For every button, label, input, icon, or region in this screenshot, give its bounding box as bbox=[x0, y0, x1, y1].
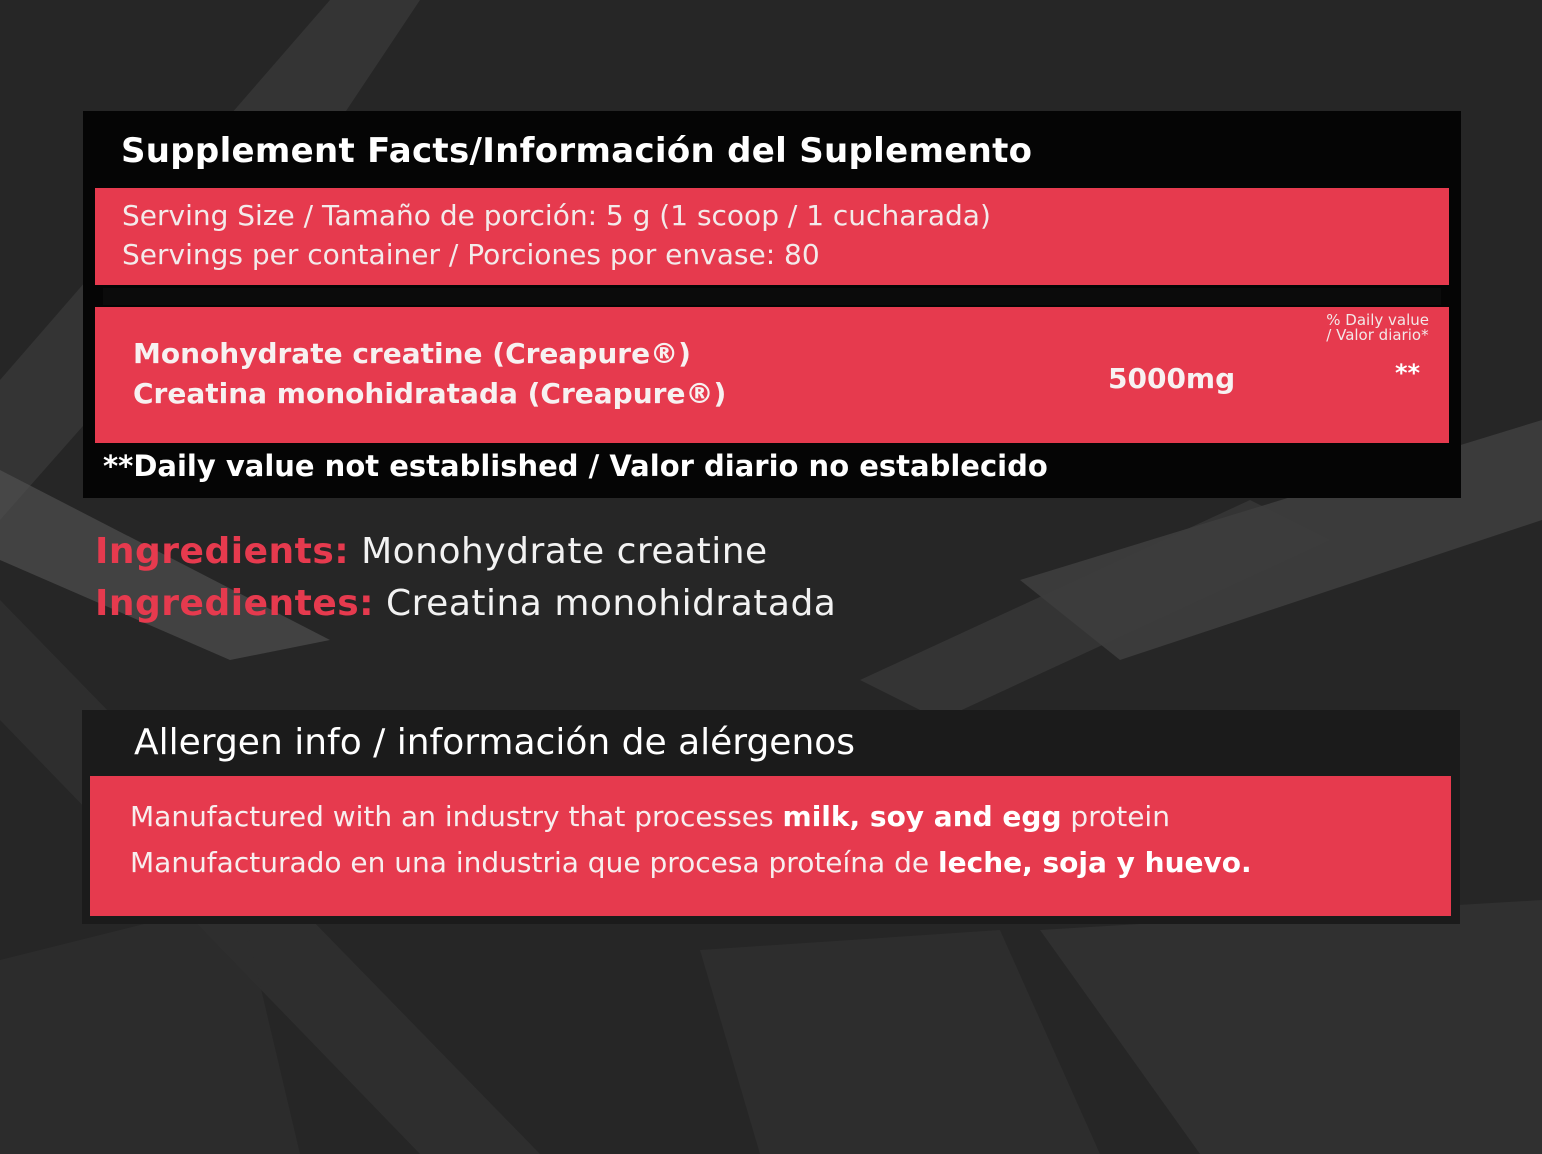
ingredient-amount: 5000mg bbox=[1108, 362, 1236, 395]
allergen-line-es-prefix: Manufacturado en una industria que procesa proteína de bbox=[130, 846, 939, 879]
serving-size: Serving Size / Tamaño de porción: 5 g (1 scoop / 1 cucharada) bbox=[122, 199, 991, 232]
allergen-panel bbox=[82, 710, 1460, 924]
allergen-line-en-bold: milk, soy and egg bbox=[782, 800, 1062, 833]
allergen-info-box bbox=[90, 776, 1451, 916]
daily-value-footnote: **Daily value not established / Valor diario no establecido bbox=[103, 449, 1048, 483]
allergen-line-es-bold: leche, soja y huevo. bbox=[938, 846, 1252, 879]
servings-per-container: Servings per container / Porciones por envase: 80 bbox=[122, 238, 820, 271]
daily-value-header-line2: / Valor diario* bbox=[1326, 326, 1429, 344]
ingredients-label-es: Ingredientes: bbox=[95, 583, 375, 624]
ingredients-row-es bbox=[95, 578, 836, 630]
daily-value-header-line1: % Daily value bbox=[1326, 311, 1429, 329]
ingredients-list bbox=[95, 526, 836, 630]
allergen-title: Allergen info / información de alérgenos bbox=[134, 722, 856, 763]
supplement-facts-title: Supplement Facts/Información del Suplemento bbox=[121, 131, 1033, 171]
supplement-facts-panel bbox=[83, 111, 1461, 498]
ingredient-name-es: Creatina monohidratada (Creapure®) bbox=[133, 377, 727, 410]
serving-info-box bbox=[95, 188, 1449, 285]
ingredients-value-es: Creatina monohidratada bbox=[374, 583, 837, 624]
ingredient-daily-value: ** bbox=[1395, 359, 1421, 387]
daily-value-header bbox=[1326, 313, 1429, 343]
allergen-line-en-prefix: Manufactured with an industry that processes bbox=[130, 800, 783, 833]
ingredients-row-en bbox=[95, 526, 836, 578]
allergen-line-es bbox=[130, 846, 1252, 879]
ingredient-row-box bbox=[95, 307, 1449, 443]
allergen-line-en-suffix: protein bbox=[1061, 800, 1170, 833]
ingredients-label-en: Ingredients: bbox=[95, 531, 350, 572]
ingredient-name-en: Monohydrate creatine (Creapure®) bbox=[133, 337, 691, 370]
allergen-line-en bbox=[130, 800, 1170, 833]
ingredients-value-en: Monohydrate creatine bbox=[349, 531, 768, 572]
divider-bar bbox=[103, 288, 1441, 305]
